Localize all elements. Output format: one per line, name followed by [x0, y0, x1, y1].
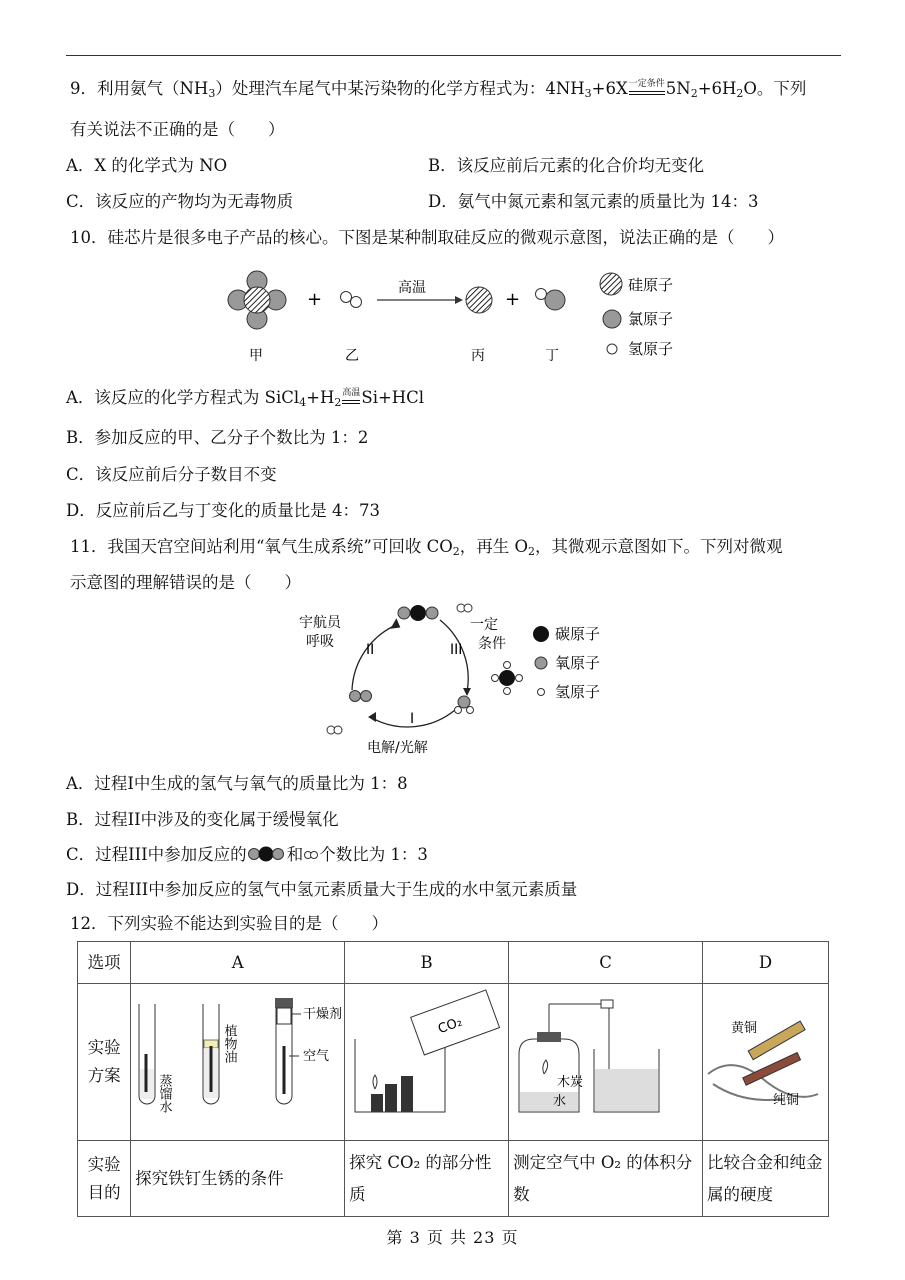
svg-text:I: I — [410, 711, 415, 727]
o2-molecule — [350, 691, 372, 702]
q10-option-a: A．该反应的化学方程式为 $SiCl_4+H_2$ 高温 Si+HCl — [66, 388, 425, 409]
legend-h: 氢原子 — [628, 340, 674, 358]
q11-option-a: A．过程I中生成的氢气与氧气的质量比为 1：8 — [66, 774, 408, 793]
svg-text:条件: 条件 — [478, 636, 506, 652]
svg-text:黄铜: 黄铜 — [731, 1021, 758, 1036]
svg-text:氢原子: 氢原子 — [555, 683, 601, 701]
svg-text:+: + — [505, 289, 521, 310]
svg-text:碳原子: 碳原子 — [555, 625, 601, 643]
svg-text:空气: 空气 — [303, 1049, 330, 1064]
q10-stem: 10．硅芯片是很多电子产品的核心。下图是某种制取硅反应的微观示意图，说法正确的是（ ） — [70, 228, 784, 247]
svg-text:氧原子: 氧原子 — [555, 654, 601, 672]
header-option: 选项 — [78, 942, 131, 984]
plan-d — [703, 984, 829, 1141]
molecule-ding — [536, 289, 566, 311]
svg-text:干燥剂: 干燥剂 — [303, 1007, 343, 1022]
co2-inline-icon — [247, 846, 287, 862]
svg-text:电解/光解: 电解/光解 — [367, 740, 428, 756]
row-plan-label: 实验方案 — [78, 984, 131, 1141]
svg-text:+: + — [307, 289, 323, 310]
svg-text:水: 水 — [553, 1094, 567, 1109]
q9-option-a: A．X 的化学式为 NO — [66, 156, 228, 175]
q11-cycle-diagram — [290, 600, 630, 760]
legend-h-icon — [607, 344, 617, 354]
svg-text:呼吸: 呼吸 — [306, 634, 334, 650]
svg-text:宇航员: 宇航员 — [299, 615, 341, 631]
svg-text:CO₂: CO₂ — [436, 1014, 465, 1038]
q10-option-d: D．反应前后乙与丁变化的质量比是 4：73 — [66, 501, 380, 520]
q10-reaction-diagram — [215, 262, 695, 372]
svg-text:纯铜: 纯铜 — [773, 1093, 800, 1108]
label-bing: 丙 — [471, 348, 485, 364]
q11-option-d: D．过程III中参加反应的氢气中氢元素质量大于生成的水中氢元素质量 — [66, 880, 578, 899]
ch4-molecule — [492, 662, 523, 695]
q11-stem-line2: 示意图的理解错误的是（ ） — [70, 573, 301, 592]
legend-h2-icon — [538, 689, 545, 696]
legend-si-icon — [600, 273, 622, 295]
q10-option-c: C．该反应前后分子数目不变 — [66, 465, 277, 484]
q9-stem: 9．利用氨气$(NH_3)$处理汽车尾气中某污染物的化学方程式为：$4NH_3+6X$ 一定条件 $5N_2+6H_2O$。下列 — [70, 79, 807, 100]
row-purpose-label: 实验目的 — [78, 1141, 131, 1217]
q11-option-c: C．过程III中参加反应的 和 个数比为 1：3 — [66, 845, 428, 864]
svg-text:III: III — [450, 642, 463, 658]
q10-option-b: B．参加反应的甲、乙分子个数比为 1：2 — [66, 428, 369, 447]
q12-stem: 12．下列实验不能达到实验目的是（ ） — [70, 914, 388, 933]
legend-c-icon — [533, 626, 549, 642]
label-jia: 甲 — [249, 348, 263, 364]
legend-cl: 氯原子 — [628, 310, 674, 328]
q9-stem-line2: 有关说法不正确的是（ ） — [70, 120, 285, 139]
q11-option-b: B．过程II中涉及的变化属于缓慢氧化 — [66, 810, 339, 829]
q12-table: 选项 A B C D 实验方案 蒸馏水 植物油 干燥剂 空气 CO₂ 木炭 水 黄铜 纯铜 实验目的 探究铁钉生锈的条件 探究 CO₂ 的部分性质 测定空气中 O₂ 的体积分数 比较合金和纯金属的硬度 — [77, 941, 829, 1217]
plan-b — [345, 984, 509, 1141]
q11-stem: 11．我国天宫空间站利用“氧气生成系统”可回收 $CO_2$，再生 $O_2$，其微观示意图如下。下列对微观 — [70, 537, 783, 558]
h2-molecule-top — [457, 604, 472, 612]
legend-o-icon — [535, 657, 547, 669]
label-ding: 丁 — [545, 348, 559, 364]
plan-a — [131, 984, 345, 1141]
h2-inline-icon — [303, 846, 319, 862]
co2-molecule — [398, 605, 438, 621]
h2-molecule-bottom — [327, 726, 342, 734]
molecule-yi — [341, 292, 362, 308]
q10-arrow-label: 高温 — [398, 280, 426, 296]
q9-option-d: D．氨气中氮元素和氢元素的质量比为 14：3 — [428, 192, 759, 211]
h2o-molecule — [455, 696, 474, 714]
molecule-jia — [228, 271, 286, 329]
svg-text:蒸馏水: 蒸馏水 — [156, 1074, 172, 1113]
label-yi: 乙 — [345, 348, 359, 364]
plan-c — [509, 984, 703, 1141]
svg-text:木炭: 木炭 — [557, 1075, 584, 1090]
purpose-c: 测定空气中 O₂ 的体积分数 — [509, 1141, 703, 1217]
page-footer: 第 3 页 共 23 页 — [386, 1228, 519, 1247]
molecule-bing — [466, 287, 492, 313]
svg-text:一定: 一定 — [470, 617, 498, 633]
q9-option-c: C．该反应的产物均为无毒物质 — [66, 192, 294, 211]
svg-text:植物油: 植物油 — [221, 1024, 237, 1063]
purpose-b: 探究 CO₂ 的部分性质 — [345, 1141, 509, 1217]
purpose-d: 比较合金和纯金属的硬度 — [703, 1141, 829, 1217]
legend-si: 硅原子 — [628, 276, 674, 294]
q9-option-b: B．该反应前后元素的化合价均无变化 — [428, 156, 705, 175]
svg-text:II: II — [366, 642, 375, 658]
legend-cl-icon — [603, 310, 621, 328]
purpose-a: 探究铁钉生锈的条件 — [131, 1141, 345, 1217]
header-rule — [66, 55, 841, 56]
